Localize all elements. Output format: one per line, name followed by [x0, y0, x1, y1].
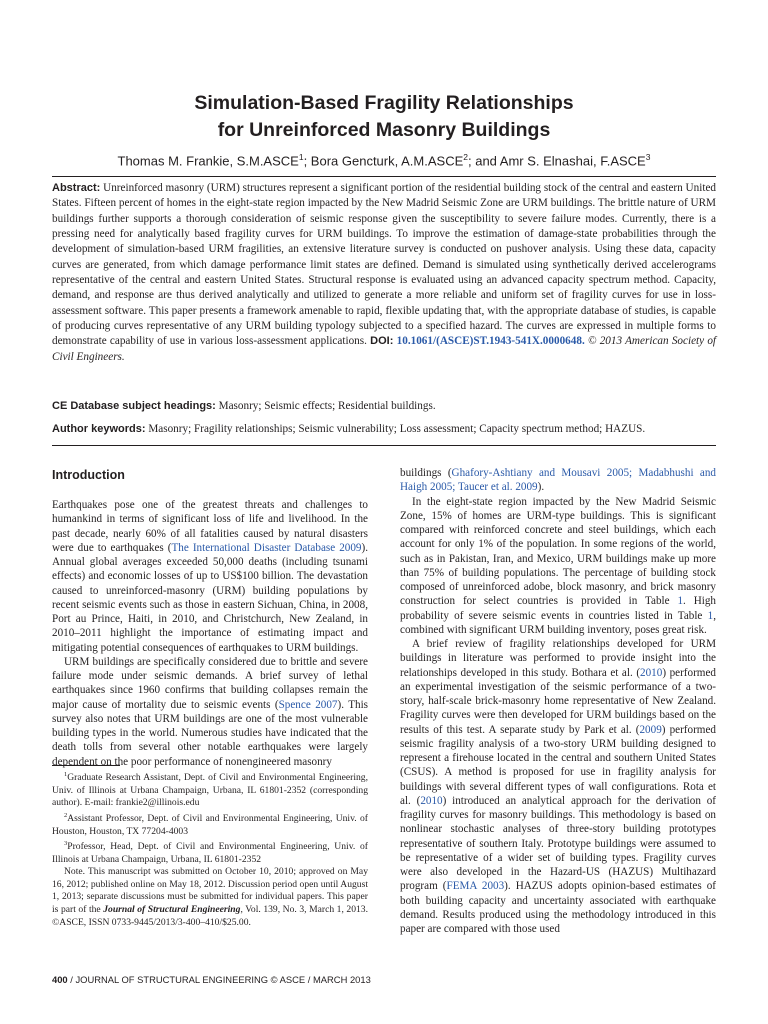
- keywords-rule: [52, 445, 716, 446]
- abstract: [52, 181, 716, 365]
- ce-text: Masonry; Seismic effects; Residential buildings.: [218, 400, 436, 412]
- abstract-label: Abstract:: [52, 182, 101, 194]
- journal-name: Journal of Structural Engineering: [103, 904, 241, 916]
- continued-paragraph: buildings (Ghafory-Ashtiany and Mousavi 2005; Madabhushi and Haigh 2005; Taucer et al. 2009).: [400, 467, 716, 494]
- author-keywords: [52, 423, 716, 435]
- footnote-3: $^3$Professor, Head, Dept. of Civil and Environmental Engineering, Univ. of Illinois at Urbana Champaign, Urbana, IL 61801-2352: [52, 840, 368, 865]
- intro-paragraph-1: Earthquakes pose one of the greatest threats and challenges to humankind in terms of significant loss of life and livelihood. In the past decade, nearly 60% of all fatalities caused by natural disasters were due to earthquakes (The International Disaster Database 2009). Annual global averages exceeded 50,000 deaths (including tsunami effects) and economic losses of up to US$100 billion. The devastation caused to unreinforced-masonry (URM) building populations by recent seismic events such as those in eastern Sichuan, China, in 2008, Port au Prince, Haiti, in 2010, and Christchurch, New Zealand, in 2010–2011 highlight the importance of estimating impact and mitigating potential consequences of earthquakes to URM buildings.: [52, 499, 368, 654]
- ce-headings: [52, 400, 716, 412]
- left-column: [52, 468, 368, 769]
- ref-ghafory-madabhushi-taucer[interactable]: Ghafory-Ashtiany and Mousavi 2005; Madabhushi and Haigh 2005; Taucer et al. 2009: [400, 467, 716, 494]
- title-line-1: Simulation-Based Fragility Relationships: [194, 92, 574, 114]
- ref-park-2009[interactable]: 2009: [639, 723, 662, 736]
- journal-footer-text: / JOURNAL OF STRUCTURAL ENGINEERING © ASCE / MARCH 2013: [67, 974, 371, 985]
- keywords-text: Masonry; Fragility relationships; Seismic vulnerability; Loss assessment; Capacity spectrum method; HAZUS.: [148, 423, 646, 435]
- intro-heading: Introduction: [52, 468, 125, 482]
- paper-title: [0, 90, 768, 144]
- title-line-2: for Unreinforced Masonry Buildings: [217, 119, 551, 141]
- right-column: [400, 466, 716, 936]
- author-2: ; Bora Gencturk, A.M.ASCE: [303, 153, 464, 169]
- author-3: ; and Amr S. Elnashai, F.ASCE: [467, 153, 646, 169]
- page-footer: [52, 974, 371, 985]
- footnote-1: $^1$Graduate Research Assistant, Dept. of Civil and Environmental Engineering, Univ. of Illinois at Urbana Champaign, Urbana, IL 61801-2352 (corresponding author). E-mail: frankie2@illinois.edu: [52, 771, 368, 809]
- author-list: [0, 152, 768, 168]
- author-1-affil: 1: [298, 152, 304, 162]
- ref-fema-2003[interactable]: FEMA 2003: [446, 880, 505, 893]
- ref-rota-2010[interactable]: 2010: [420, 794, 443, 807]
- footnote-2: $^2$Assistant Professor, Dept. of Civil and Environmental Engineering, Univ. of Houston, Houston, TX 77204-4003: [52, 811, 368, 837]
- author-1: Thomas M. Frankie, S.M.ASCE: [117, 153, 299, 169]
- paragraph-new-madrid: In the eight-state region impacted by the New Madrid Seismic Zone, 15% of homes are URM-type buildings. This is significant compared with reinforced concrete and steel buildings, which each account for only 1% of the population. In some regions of the world, such as in Pakistan, Iran, and Mexico, URM buildings make up more than 75% of building populations. The percentage of building stock composed of unreinforced adobe, block masonry, and brick masonry construction for select countries is provided in Table 1. High probability of severe seismic events in countries listed in Table 1, combined with significant URM building inventory, poses great risk.: [400, 495, 716, 636]
- footnote-rule: [52, 765, 120, 766]
- page-number: 400: [52, 974, 68, 985]
- copyright-notice: © 2013 American Society of Civil Engineers.: [52, 335, 717, 363]
- ref-disaster-database[interactable]: The International Disaster Database 2009: [171, 541, 362, 554]
- doi-link[interactable]: 10.1061/(ASCE)ST.1943-541X.0000648.: [396, 335, 585, 348]
- ref-bothara-2010[interactable]: 2010: [640, 666, 663, 679]
- abstract-text: Unreinforced masonry (URM) structures represent a significant portion of the residential building stock of the central and eastern United States. Fifteen percent of homes in the eight-state region impacted by the New Madrid Seismic Zone are URM buildings. The brittle nature of URM buildings further supports a thorough consideration of seismic response given the susceptibility to severe failure modes. Currently, there is a pressing need for analytically based fragility curves for URM buildings. To improve the estimation of damage-state probabilities through the development of simulation-based URM fragilities, an extensive literature survey is conducted on pushover analysis. Using these data, capacity curves are generated, from which damage performance limit states are defined. Demand is simulated using synthetically derived accelerograms representative of the central and eastern United States. Structural response is evaluated using an advanced capacity spectrum method. Capacity, demand, and response are thus derived analytically and utilized to generate a more reliable and uniform set of fragility curves for use in loss-assessment software. This paper presents a framework amenable to rapid, flexible updating that, with the appropriate database of studies, is capable of producing curves representative of any URM building typology subjected to a specified hazard. The curves are expressed in multiple forms to demonstrate capability of use in various loss-assessment applications.: [52, 182, 716, 348]
- doi-label: DOI:: [370, 335, 394, 348]
- ce-label: CE Database subject headings:: [52, 400, 216, 412]
- author-2-affil: 2: [463, 152, 468, 162]
- footnotes: [52, 769, 368, 929]
- ref-table-1b[interactable]: 1: [707, 609, 714, 622]
- intro-paragraph-2: URM buildings are specifically considered due to brittle and severe failure mode under seismic demands. A brief survey of lethal earthquakes since 1960 confirms that building collapses remain the major cause of mortality due to seismic events (Spence 2007). This survey also notes that URM buildings are one of the most vulnerable building types in the world. Numerous studies have indicated that the death tolls from several other notable earthquakes were largely dependent on the poor performance of nonengineered masonry: [52, 655, 369, 768]
- top-rule: [52, 176, 716, 177]
- author-3-affil: 3: [645, 152, 651, 162]
- paragraph-fragility-review: A brief review of fragility relationships developed for URM buildings in literature was performed to provide insight into the relationships developed in this study. Bothara et al. (2010) performed an experimental investigation of the seismic performance of a two-story, half-scale brick-masonry home representative of New Zealand. Fragility curves were then developed for URM buildings based on the results of this test. A separate study by Park et al. (2009) performed seismic fragility analysis of a two-story URM building designed to represent a firehouse located in the central and southern United States (CSUS). A method is proposed for use in fragility analysis for buildings with several different types of wall configurations. Rota et al. (2010) introduced an analytical approach for the derivation of fragility curves for masonry buildings. This methodology is based on nonlinear stochastic analyses of three-story building prototypes representative of southern Italy. Prototype buildings were assumed to be representative of a wider set of building types. Fragility curves were also developed in the Hazard-US (HAZUS) Multihazard program (FEMA 2003). HAZUS adopts opinion-based estimates of both building capacity and uncertainty associated with earthquake demand. Results produced using the methodology introduced in this paper are compared with those used: [400, 638, 716, 935]
- ref-table-1[interactable]: 1: [677, 595, 684, 608]
- manuscript-note: Note. This manuscript was submitted on October 10, 2010; approved on May 16, 2012; published online on May 18, 2012. Discussion period open until August 1, 2013; separate discussions must be submitted for individual papers. This paper is part of the Journal of Structural Engineering, Vol. 139, No. 3, March 1, 2013. ©ASCE, ISSN 0733-9445/2013/3-400–410/$25.00.: [52, 866, 369, 928]
- ref-spence-2007[interactable]: Spence 2007: [278, 698, 338, 711]
- keywords-label: Author keywords:: [52, 423, 146, 435]
